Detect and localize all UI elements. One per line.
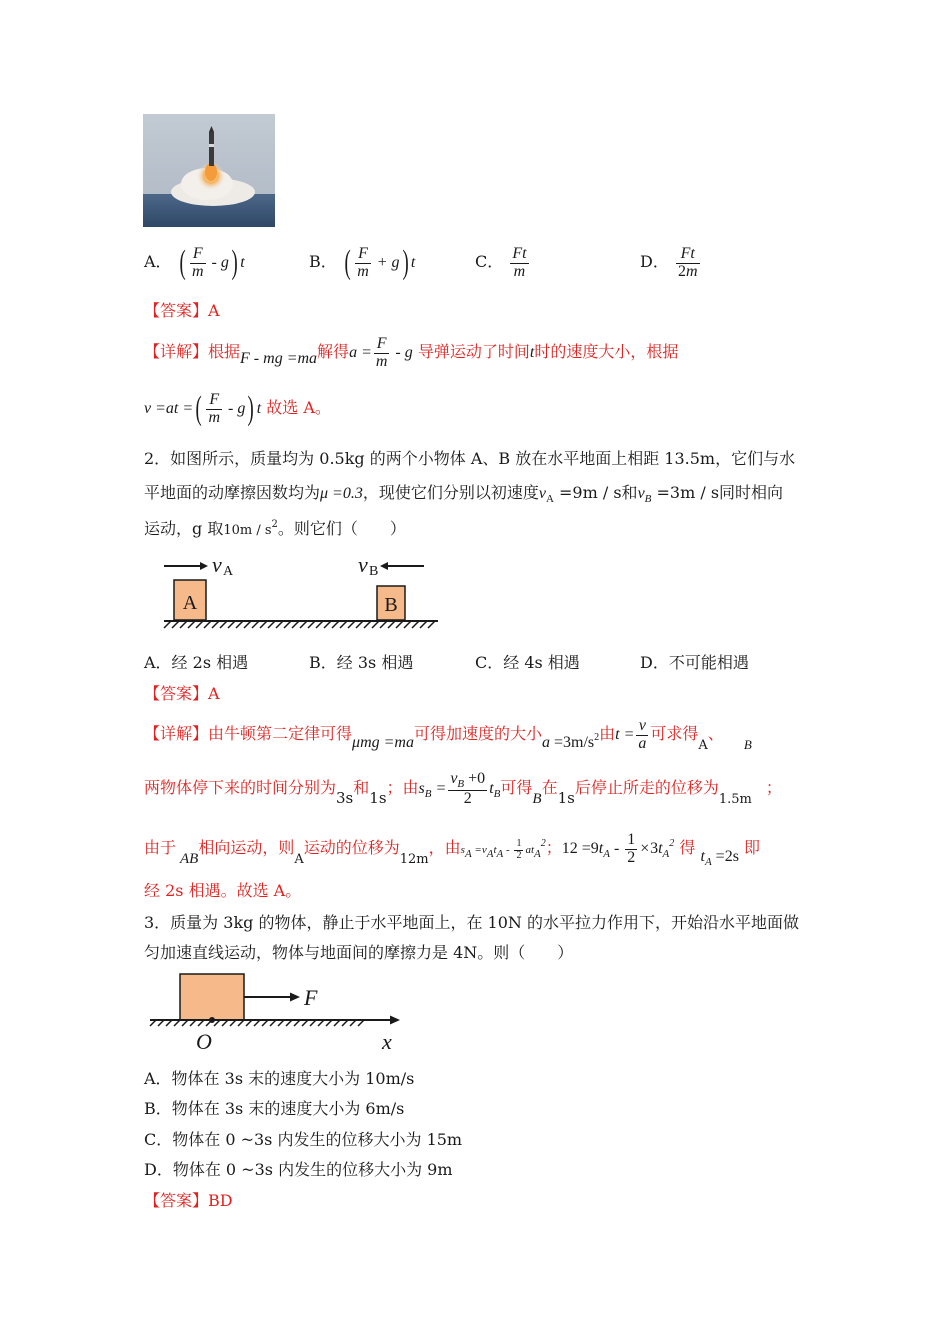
object-a: A (698, 738, 708, 753)
time-result-value: =2s (715, 848, 739, 865)
vb-value: =3m / s (656, 483, 720, 502)
acceleration-value: $a =3m/s^2$ (541, 732, 600, 751)
q1-option-d-label: D． (640, 252, 669, 271)
block-b-label: B (384, 594, 398, 616)
q1-option-b (309, 242, 415, 282)
q2-stem-line1: 2．如图所示，质量均为 0.5kg 的两个小物体 A、B 放在水平地面上相距 13.5m，它们与水 (144, 449, 796, 468)
friction-equation: μmg =ma (352, 734, 414, 751)
hatch-mark (300, 621, 307, 628)
q1-option-a-label: A． (144, 252, 172, 271)
mu-value: μ =0.3 (320, 485, 363, 502)
block-a-label: A (182, 592, 198, 614)
va-value: =9m / s (559, 483, 622, 502)
detail-text: 在 (541, 778, 558, 797)
hatch-mark (292, 621, 299, 628)
stem-text: 同时相向 (719, 483, 784, 502)
answer-tag: 【答案】 (144, 1191, 209, 1210)
detail-text: 两物体停下来的时间分别为 (144, 778, 337, 797)
detail-text: 和 (353, 778, 370, 797)
detail-tag: 【详解】 (144, 342, 209, 361)
hatch-mark (244, 621, 251, 628)
detail-text: ；由 (386, 778, 419, 797)
ground-hatching (164, 621, 435, 628)
force-arrowhead (290, 993, 300, 1002)
displacement-a: 12m (399, 852, 429, 867)
time-symbol: t (529, 344, 535, 361)
q1-option-c-label: C． (475, 252, 504, 271)
q3-option-d: D．物体在 0 ~3s 内发生的位移大小为 9m (144, 1160, 453, 1179)
va-symbol: $v_A$ (538, 485, 554, 505)
hatch-mark (172, 621, 179, 628)
hatch-mark (404, 621, 411, 628)
detail-text: 运动的位移为 (303, 838, 400, 857)
origin-label: O (196, 1029, 212, 1054)
q2-answer (144, 681, 220, 704)
detail-text: 后停止所走的位移为 (574, 778, 719, 797)
vb-arrowhead (380, 562, 388, 570)
q1-option-a (144, 242, 245, 282)
va-label: v (212, 552, 222, 577)
hatch-mark (308, 621, 315, 628)
q1-answer (144, 298, 220, 321)
hatch-mark (364, 621, 371, 628)
detail-text: 解得 (317, 342, 350, 361)
hatch-mark (204, 621, 211, 628)
displacement-b: 1.5m (718, 792, 752, 807)
hatch-mark (340, 621, 347, 628)
stop-time-b: 1s (557, 789, 575, 807)
hatch-mark (332, 621, 339, 628)
answer-value: A (208, 684, 220, 703)
detail-text: 得 (679, 838, 696, 857)
g-value-text: 10m / s (223, 523, 272, 538)
acceleration-formula: a = $\frac{F}{m}$ - g (349, 335, 413, 370)
force-label: F (304, 985, 318, 1010)
detail-text: 可求得 (650, 724, 699, 743)
hatch-mark (276, 621, 283, 628)
detail-text: ； (545, 838, 562, 857)
object-b: B (743, 737, 752, 752)
hatch-mark (188, 621, 195, 628)
q1-option-a-formula: ( $\frac{F}{m}$ - g) t (179, 244, 245, 282)
x-axis-label: x (382, 1029, 392, 1054)
x-axis-arrowhead (390, 1016, 400, 1025)
stem-text: 平地面的动摩擦因数均为 (144, 483, 321, 502)
detail-tag: 【详解】 (144, 724, 209, 743)
q1-detail-line2 (144, 388, 331, 428)
time-a: 3s (336, 789, 354, 807)
hatch-mark (180, 621, 187, 628)
detail-text: 由牛顿第二定律可得 (208, 724, 353, 743)
answer-tag: 【答案】 (144, 684, 209, 703)
q2-stem-line2 (144, 480, 783, 505)
newton-equation: F - mg =ma (240, 350, 318, 367)
q3-figure (146, 972, 406, 1054)
q2-option-c: C．经 4s 相遇 (475, 653, 580, 672)
q3-answer (144, 1188, 233, 1211)
hatch-mark (380, 621, 387, 628)
hatch-mark (324, 621, 331, 628)
detail-text: 相向运动，则 (198, 838, 295, 857)
detail-text: 即 (744, 838, 761, 857)
q1-detail-line1 (144, 332, 678, 372)
vb-label: v (358, 552, 368, 577)
q1-option-c (475, 242, 531, 282)
hatch-mark (236, 621, 243, 628)
detail-text: 时的速度大小，根据 (534, 342, 679, 361)
q1-option-d (640, 242, 702, 282)
q3-stem-line2: 匀加速直线运动，物体与地面间的摩擦力是 4N。则（ ） (144, 943, 574, 962)
stem-text: 。则它们（ ） (277, 519, 406, 538)
hatch-mark (316, 621, 323, 628)
q3-stem-line1: 3．质量为 3kg 的物体，静止于水平地面上，在 10N 的水平拉力作用下，开始沿水平地面做 (144, 913, 800, 932)
q2-figure (160, 550, 442, 636)
q1-option-c-formula: $\frac{Ft}{m}$ (512, 245, 527, 280)
hatch-mark (284, 621, 291, 628)
hatch-mark (220, 621, 227, 628)
stem-text: ，现使它们分别以初速度 (362, 483, 539, 502)
vb-label-sub: B (369, 564, 379, 579)
objects-ab: AB (180, 851, 199, 867)
block (180, 974, 244, 1020)
q1-option-b-label: B． (309, 252, 337, 271)
q1-option-b-formula: ( $\frac{F}{m}$ + g) t (344, 244, 416, 282)
va-arrowhead (200, 562, 208, 570)
stem-text: 运动，g 取 (144, 519, 224, 538)
displacement-formula-a: sA =vAtA - $\frac{1}{2}$ atA2 (460, 838, 546, 861)
hatch-mark (268, 621, 275, 628)
detail-text: ； (765, 778, 782, 797)
hatch-mark (372, 621, 379, 628)
object-a: A (294, 852, 304, 867)
time-formula: t = $\frac{v}{a}$ (615, 717, 647, 752)
hatch-mark (252, 621, 259, 628)
detail-text: 根据 (208, 342, 241, 361)
q3-option-a: A．物体在 3s 末的速度大小为 10m/s (144, 1069, 415, 1088)
answer-tag: 【答案】 (144, 301, 209, 320)
q3-option-c: C．物体在 0 ~3s 内发生的位移大小为 15m (144, 1130, 463, 1149)
hatch-mark (356, 621, 363, 628)
detail-text: 由 (599, 724, 616, 743)
object-b: B (532, 791, 542, 807)
q3-option-b: B．物体在 3s 末的速度大小为 6m/s (144, 1099, 405, 1118)
hatch-mark (412, 621, 419, 628)
hatch-mark (428, 621, 435, 628)
hatch-mark (396, 621, 403, 628)
answer-value: BD (208, 1191, 233, 1210)
q2-detail-line4: 经 2s 相遇。故选 A。 (144, 881, 302, 900)
q2-option-a: A．经 2s 相遇 (144, 653, 249, 672)
q2-option-b: B．经 3s 相遇 (309, 653, 414, 672)
hatch-mark (212, 621, 219, 628)
hatch-mark (164, 621, 171, 628)
detail-conclusion: 故选 A。 (266, 398, 331, 417)
displacement-formula-b: $s_B$ = $\frac{v_B +0}{2}$ $t_B$ (418, 769, 501, 808)
q2-detail-line3 (144, 824, 760, 868)
detail-text: 导弹运动了时间 (417, 342, 530, 361)
solving-equation: $12 =9t_A$ - $\frac{1}{2}$ $\times 3t_A^2$ (561, 831, 675, 866)
detail-text: ，由 (428, 838, 461, 857)
q2-detail-line1 (144, 714, 752, 758)
hatch-mark (260, 621, 267, 628)
va-label-sub: A (223, 564, 234, 579)
hatch-mark (420, 621, 427, 628)
g-value: $10m / s^2$ (223, 519, 278, 538)
missile-launch-photo (143, 114, 275, 227)
detail-text: 、 (707, 724, 724, 743)
hatch-mark (196, 621, 203, 628)
hatch-mark (388, 621, 395, 628)
stem-text: 和 (621, 483, 638, 502)
answer-value: A (208, 301, 220, 320)
time-result: $t_A =2s$ (700, 848, 739, 868)
detail-text: 可得 (500, 778, 533, 797)
q2-option-d: D．不可能相遇 (640, 653, 749, 672)
q1-option-d-formula: $\frac{Ft}{2m}$ (677, 245, 698, 280)
hatch-mark (348, 621, 355, 628)
hatch-mark (228, 621, 235, 628)
q2-detail-line2 (144, 768, 782, 812)
detail-text: 可得加速度的大小 (413, 724, 542, 743)
time-b: 1s (369, 789, 387, 807)
vb-symbol: $v_B$ (637, 485, 652, 505)
velocity-formula: v =at =( $\frac{F}{m}$ - g) t (144, 390, 262, 428)
detail-text: 由于 (144, 838, 177, 857)
q2-stem-line3 (144, 516, 406, 539)
